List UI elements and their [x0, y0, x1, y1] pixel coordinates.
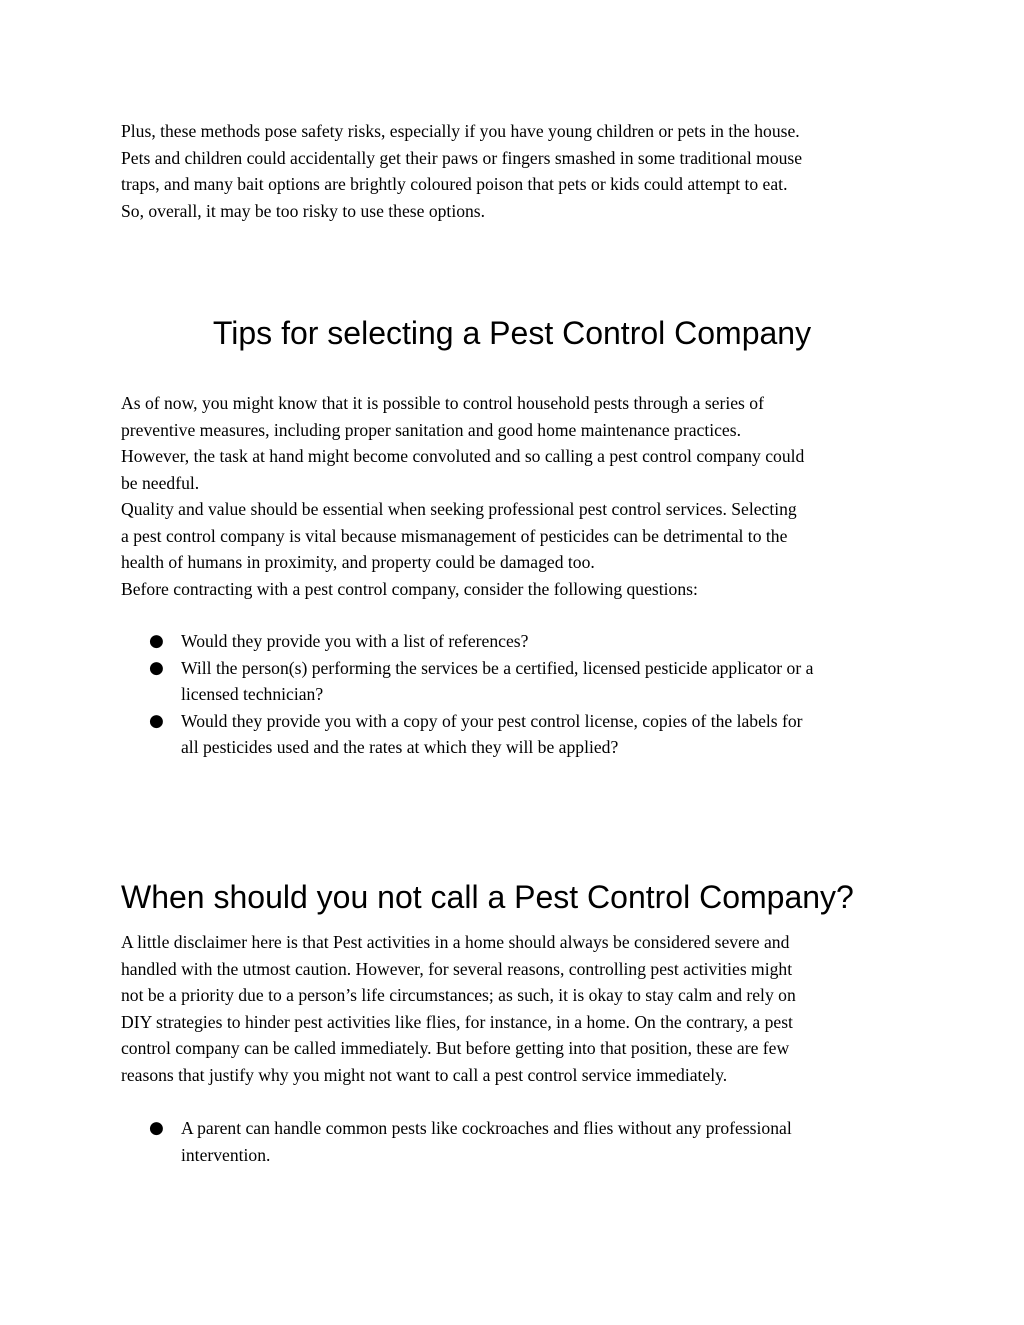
list-item: [121, 655, 921, 708]
text-line: However, the task at hand might become convoluted and so calling a pest control company could: [121, 446, 805, 466]
text-line: A parent can handle common pests like cockroaches and flies without any professional: [181, 1118, 792, 1138]
bullet-icon: ●: [149, 657, 164, 678]
text-line: health of humans in proximity, and property could be damaged too.: [121, 552, 595, 572]
tips-question-list: [121, 628, 921, 761]
text-line: control company can be called immediately. But before getting into that position, these are few: [121, 1038, 790, 1058]
text-line: handled with the utmost caution. However, for several reasons, controlling pest activities might: [121, 958, 793, 979]
tips-paragraph: [121, 390, 906, 602]
text-line: Plus, these methods pose safety risks, especially if you have young children or pets in the house.: [121, 121, 800, 141]
intro-paragraph: [121, 118, 906, 224]
section-heading-tips: Tips for selecting a Pest Control Company: [212, 315, 812, 351]
list-item: [121, 1115, 921, 1168]
text-line: licensed technician?: [181, 684, 324, 704]
text-line: Would they provide you with a copy of your pest control license, copies of the labels for: [181, 710, 803, 731]
when-reason-list: [121, 1115, 921, 1168]
bullet-icon: ●: [149, 1118, 164, 1138]
text-line: Before contracting with a pest control company, consider the following questions:: [121, 578, 698, 599]
text-line: not be a priority due to a person’s life circumstances; as such, it is okay to stay calm and rely on: [121, 985, 796, 1005]
bullet-icon: ●: [149, 631, 164, 651]
list-item: [121, 628, 921, 655]
list-item: [121, 708, 921, 761]
text-line: Would they provide you with a list of references?: [181, 631, 529, 651]
text-line: Quality and value should be essential when seeking professional pest control services. Selecting: [121, 499, 797, 519]
bullet-icon: ●: [149, 710, 164, 731]
text-line: reasons that justify why you might not want to call a pest control service immediately.: [121, 1064, 728, 1085]
text-line: So, overall, it may be too risky to use these options.: [121, 200, 486, 221]
text-line: Will the person(s) performing the services be a certified, licensed pesticide applicator or a: [181, 657, 814, 678]
text-line: all pesticides used and the rates at which they will be applied?: [181, 737, 619, 757]
text-line: preventive measures, including proper sanitation and good home maintenance practices.: [121, 419, 741, 440]
text-line: traps, and many bait options are brightly coloured poison that pets or kids could attempt to eat.: [121, 174, 788, 194]
section-heading-when: When should you not call a Pest Control Company?: [121, 879, 854, 915]
text-line: intervention.: [181, 1144, 271, 1165]
text-line: Pets and children could accidentally get their paws or fingers smashed in some traditional mouse: [121, 147, 803, 168]
text-line: A little disclaimer here is that Pest activities in a home should always be considered severe and: [121, 932, 790, 952]
text-line: As of now, you might know that it is possible to control household pests through a series of: [121, 393, 764, 413]
text-line: a pest control company is vital because mismanagement of pesticides can be detrimental to the: [121, 525, 788, 546]
text-line: be needful.: [121, 472, 200, 493]
text-line: DIY strategies to hinder pest activities like flies, for instance, in a home. On the contrary, a pest: [121, 1011, 793, 1032]
when-paragraph: [121, 929, 906, 1088]
